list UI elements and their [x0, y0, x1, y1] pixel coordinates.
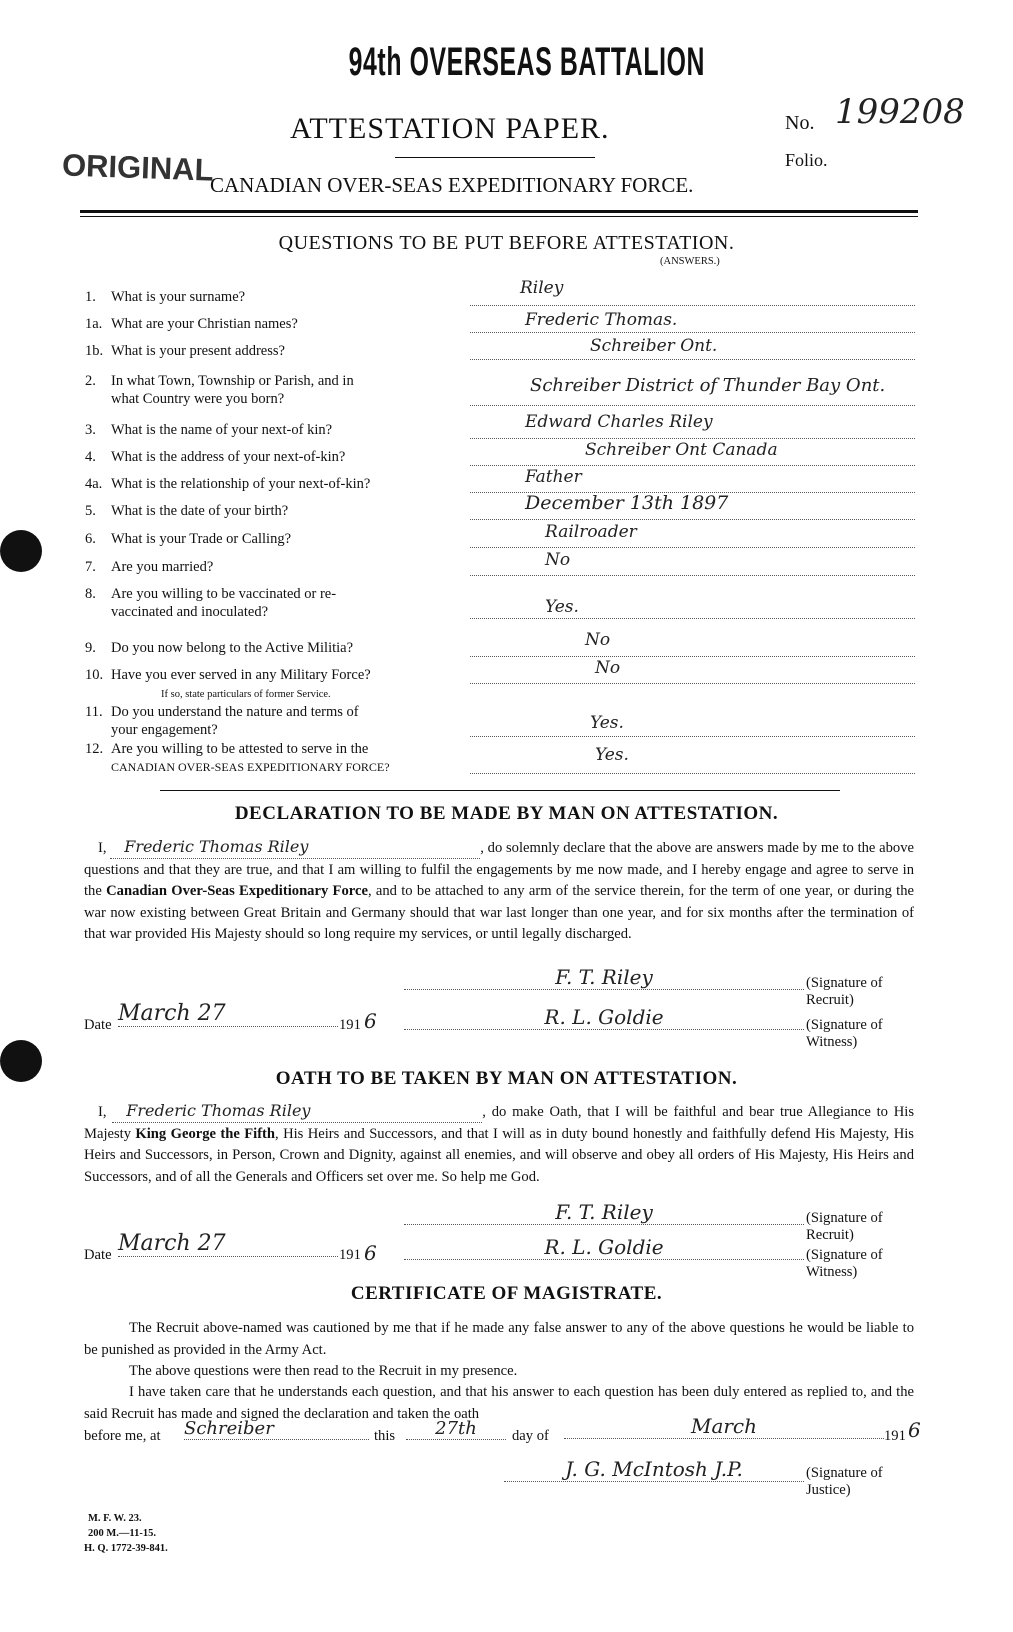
answer-willing-to-serve: Yes. — [595, 745, 629, 765]
answers-label: (ANSWERS.) — [660, 256, 720, 267]
recruit-signature-label: (Signature of Recruit) — [806, 1210, 883, 1243]
answer-address: Schreiber Ont. — [590, 336, 718, 356]
declaration-text — [84, 836, 914, 946]
answer-line — [470, 437, 915, 439]
answer-line — [470, 546, 915, 548]
question-number: 1a. — [85, 316, 103, 332]
answer-militia: No — [585, 630, 611, 650]
question-row — [85, 475, 475, 493]
this-label: this — [374, 1428, 396, 1444]
date-label: Date — [84, 1017, 112, 1033]
declaration-body: , do solemnly declare that the above are answers made by me to the above questions and that they are true, and that I am willing to fulfil the engagements by me now made, and I hereby engage and agree to serve in the — [84, 840, 914, 899]
answer-line — [470, 404, 915, 406]
question-text: Have you ever served in any Military Force? — [111, 667, 371, 683]
question-number: 1. — [85, 289, 96, 305]
question-row — [85, 558, 475, 576]
answer-line — [470, 304, 915, 306]
number-label: No. — [785, 112, 815, 134]
answer-relationship: Father — [525, 467, 582, 487]
question-row — [85, 530, 475, 548]
punch-hole — [0, 530, 42, 572]
answer-line — [470, 464, 915, 466]
question-row — [85, 288, 475, 306]
question-row — [85, 740, 485, 776]
justice-signature-label: (Signature of Justice) — [806, 1465, 883, 1498]
certificate-paragraph-3: I have taken care that he understands each question, and that his answer to each question has been duly entered as replied to, and the said Recruit has made and signed the declaration and taken the oath — [84, 1384, 914, 1422]
question-text: Are you married? — [111, 559, 214, 575]
answer-line — [470, 518, 915, 520]
answer-line — [470, 358, 915, 360]
justice-signature: J. G. McIntosh J.P. — [504, 1457, 804, 1482]
question-number: 5. — [85, 503, 96, 519]
question-row — [85, 315, 475, 333]
question-number: 2. — [85, 373, 96, 389]
question-text: What is the relationship of your next-of-kin? — [111, 476, 371, 492]
print-run: 200 M.—11-15. — [88, 1528, 156, 1539]
regimental-number: 199208 — [835, 92, 965, 132]
date-label: Date — [84, 1247, 112, 1263]
certificate-heading: CERTIFICATE OF MAGISTRATE. — [350, 1283, 663, 1304]
year-suffix: 6 — [364, 1241, 377, 1265]
question-row — [85, 585, 475, 621]
answer-vaccinated: Yes. — [545, 597, 579, 617]
answer-understand-terms: Yes. — [590, 713, 624, 733]
witness-signature: R. L. Goldie — [404, 1235, 804, 1260]
form-code: M. F. W. 23. — [88, 1513, 142, 1524]
recruit-signature-label: (Signature of Recruit) — [806, 975, 883, 1008]
force-title: CANADIAN OVER-SEAS EXPEDITIONARY FORCE. — [210, 173, 694, 197]
oath-body: , do make Oath, that I will be faithful and bear true Allegiance to His Majesty — [84, 1104, 915, 1142]
question-number: 6. — [85, 531, 96, 547]
question-text: CANADIAN OVER-SEAS EXPEDITIONARY FORCE? — [111, 760, 390, 774]
recruit-signature: F. T. Riley — [404, 965, 804, 990]
answer-line — [470, 331, 915, 333]
recruit-name: Frederic Thomas Riley — [110, 836, 480, 859]
question-row — [85, 342, 475, 360]
answer-line — [470, 574, 915, 576]
oath-body: , His Heirs and Successors, and that I will as in duty bound honestly and faithfully defend His Majesty, His Heirs and Successors, in Person, Crown and Dignity, against all enemies, and will observe and obey all orders of His Majesty, His Heirs and Successors, and of all the Generals and Officers set over me. So help me God. — [84, 1125, 914, 1185]
question-text: What are your Christian names? — [111, 316, 298, 332]
question-text: your engagement? — [111, 722, 218, 738]
certificate-paragraph-1: The Recruit above-named was cautioned by me that if he made any false answer to any of the above questions he would be liable to be punished as provided in the Army Act. — [84, 1320, 914, 1358]
answer-next-of-kin: Edward Charles Riley — [525, 412, 713, 432]
answer-line — [470, 735, 915, 737]
year-suffix: 6 — [908, 1418, 921, 1442]
declaration-date: March 27 — [118, 1001, 338, 1027]
answer-birth-date: December 13th 1897 — [525, 492, 729, 514]
answer-line — [470, 682, 915, 684]
question-text: Do you now belong to the Active Militia? — [111, 640, 354, 656]
year-prefix: 191 — [884, 1428, 906, 1444]
year-prefix: 191 — [339, 1247, 361, 1263]
question-number: 9. — [85, 640, 96, 656]
place: Schreiber — [184, 1418, 369, 1440]
original-stamp: ORIGINAL — [61, 147, 215, 188]
declaration-body: , and to be attached to any arm of the service therein, for the term of one year, or during the war now existing between Great Britain and Germany should that war last longer than one year, and for six months after the termination of that war provided His Majesty should so long require my services, or until legally discharged. — [84, 883, 914, 942]
day-of-label: day of — [512, 1428, 549, 1444]
question-row — [85, 703, 475, 739]
witness-signature-label: (Signature of Witness) — [806, 1017, 883, 1050]
question-number: 7. — [85, 559, 96, 575]
pronoun: I, — [98, 1104, 107, 1120]
answer-christian-names: Frederic Thomas. — [525, 310, 678, 330]
pronoun: I, — [98, 840, 107, 856]
divider — [160, 790, 840, 791]
question-text: What is your surname? — [111, 289, 246, 305]
question-number: 8. — [85, 586, 96, 602]
answer-line — [470, 617, 915, 619]
question-number: 12. — [85, 741, 104, 757]
question-text: What is your present address? — [111, 343, 285, 359]
oath-date: March 27 — [118, 1231, 338, 1257]
day: 27th — [406, 1418, 506, 1440]
question-number: 3. — [85, 422, 96, 438]
question-number: 1b. — [85, 343, 104, 359]
question-row — [85, 639, 475, 657]
question-text: what Country were you born? — [111, 391, 285, 407]
declaration-heading: DECLARATION TO BE MADE BY MAN ON ATTESTATION. — [234, 803, 779, 824]
certificate-paragraph-2: The above questions were then read to the Recruit in my presence. — [129, 1363, 518, 1379]
question-text: What is the address of your next-of-kin? — [111, 449, 346, 465]
oath-text — [84, 1100, 914, 1188]
year-suffix: 6 — [364, 1009, 377, 1033]
question-number: 11. — [85, 704, 103, 720]
answer-surname: Riley — [520, 278, 564, 298]
answer-birthplace: Schreiber District of Thunder Bay Ont. — [530, 375, 886, 396]
oath-heading: OATH TO BE TAKEN BY MAN ON ATTESTATION. — [275, 1068, 738, 1089]
force-name: Canadian Over-Seas Expeditionary Force — [106, 883, 368, 899]
question-row — [85, 666, 475, 704]
question-text: Are you willing to be attested to serve in the — [111, 741, 369, 757]
question-text: What is the date of your birth? — [111, 503, 289, 519]
document-title: ATTESTATION PAPER. — [290, 112, 610, 145]
question-number: 4. — [85, 449, 96, 465]
question-row — [85, 448, 475, 466]
question-text: In what Town, Township or Parish, and in — [111, 373, 354, 389]
month: March — [564, 1414, 884, 1439]
question-text: What is your Trade or Calling? — [111, 531, 292, 547]
question-text: Do you understand the nature and terms of — [111, 704, 359, 720]
folio-label: Folio. — [785, 150, 828, 170]
hq-reference: H. Q. 1772-39-841. — [84, 1543, 168, 1554]
answer-line — [470, 772, 915, 774]
answer-trade: Railroader — [545, 522, 637, 542]
before-me-label: before me, at — [84, 1428, 161, 1444]
question-text: vaccinated and inoculated? — [111, 604, 269, 620]
witness-signature-label: (Signature of Witness) — [806, 1247, 883, 1280]
question-note: If so, state particulars of former Service. — [161, 689, 331, 700]
question-text: Are you willing to be vaccinated or re- — [111, 586, 337, 602]
question-number: 4a. — [85, 476, 103, 492]
year-prefix: 191 — [339, 1017, 361, 1033]
question-row — [85, 421, 475, 439]
divider — [395, 157, 595, 158]
king-name: King George the Fifth — [135, 1125, 276, 1142]
question-row — [85, 502, 475, 520]
question-text: What is the name of your next-of kin? — [111, 422, 333, 438]
question-row — [85, 372, 475, 408]
battalion-title: 94th OVERSEAS BATTALION — [348, 40, 706, 84]
answer-line — [470, 655, 915, 657]
answer-next-of-kin-address: Schreiber Ont Canada — [585, 440, 778, 460]
question-number: 10. — [85, 667, 104, 683]
divider — [80, 210, 918, 213]
recruit-signature: F. T. Riley — [404, 1200, 804, 1225]
recruit-name: Frederic Thomas Riley — [112, 1100, 482, 1123]
answer-military-service: No — [595, 658, 621, 678]
witness-signature: R. L. Goldie — [404, 1005, 804, 1030]
answer-married: No — [545, 550, 571, 570]
divider — [80, 216, 918, 217]
questions-heading: QUESTIONS TO BE PUT BEFORE ATTESTATION. — [278, 232, 735, 254]
